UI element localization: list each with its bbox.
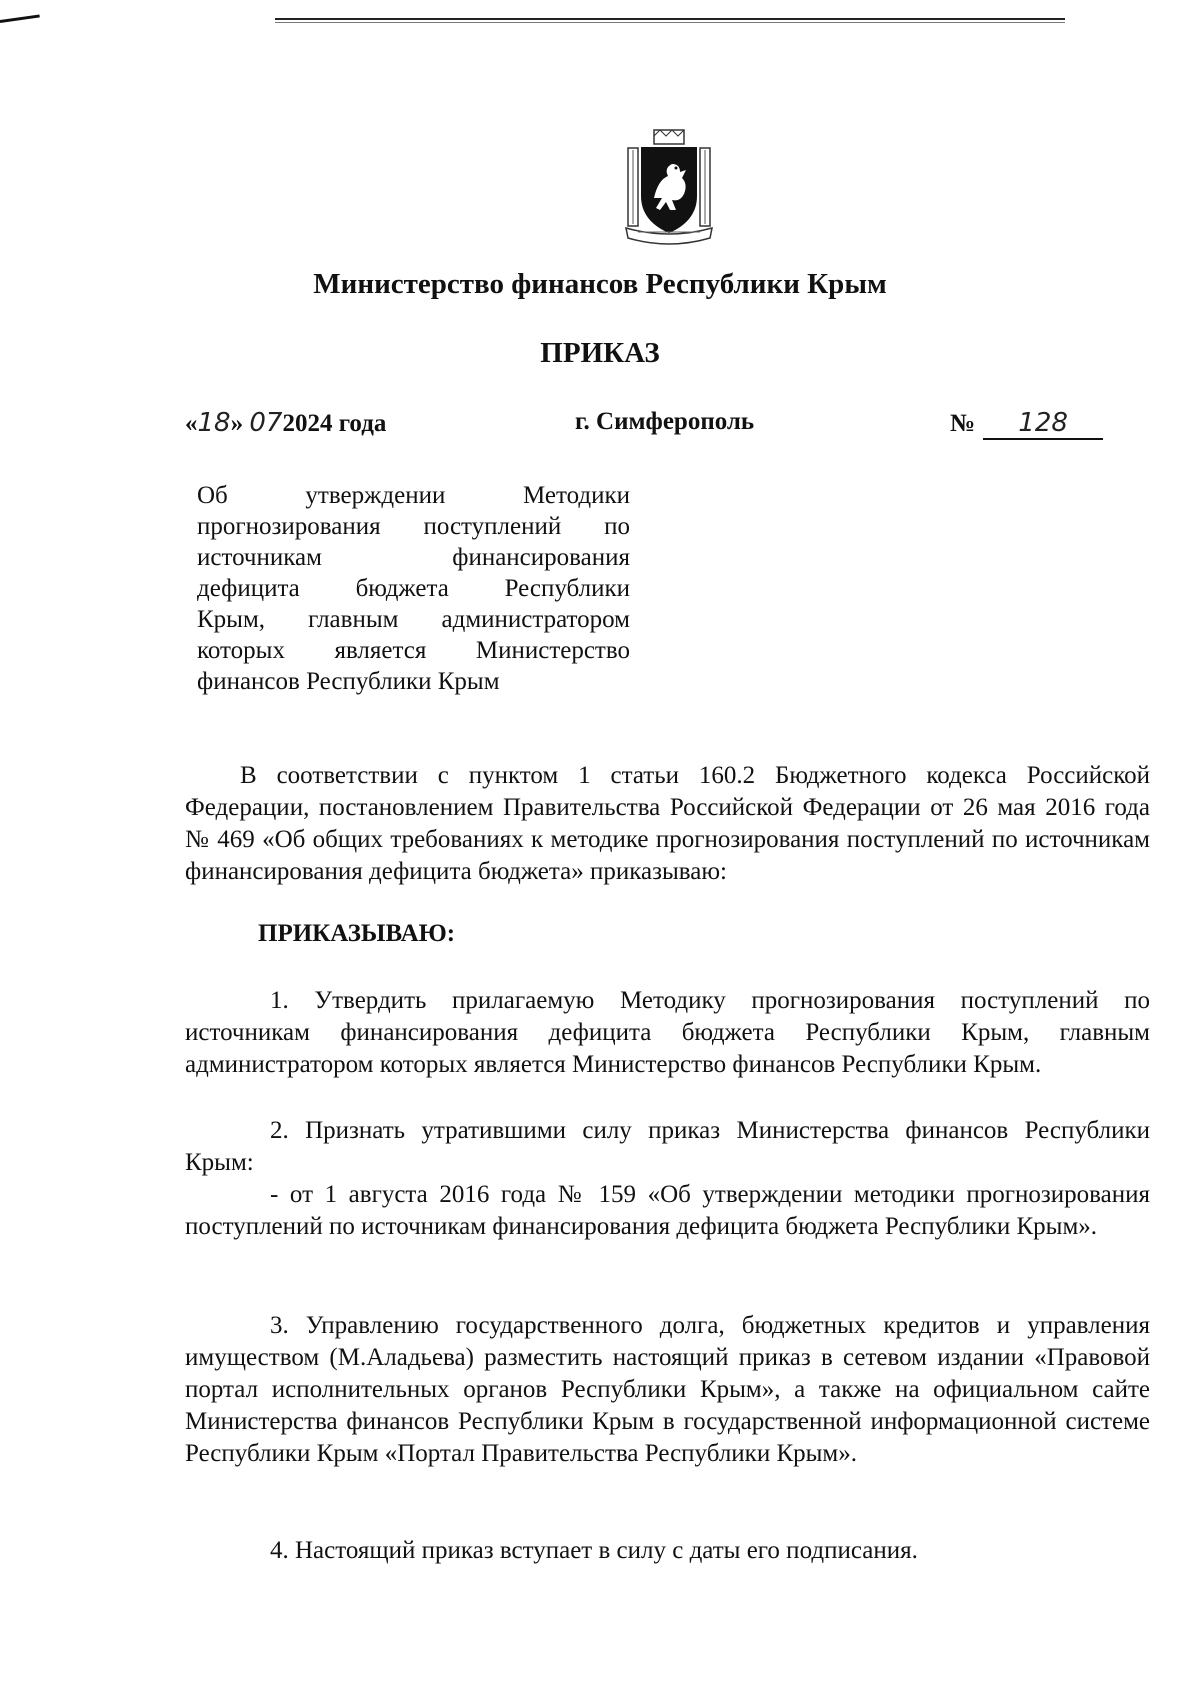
order-subject [197, 480, 630, 697]
crimea-coat-of-arms-icon [624, 128, 714, 248]
number-label: № [950, 410, 976, 437]
subject-line: которых является Министерство [197, 637, 630, 664]
handwritten-day: 18 [197, 408, 231, 438]
date-open-quote: « [185, 410, 198, 437]
subject-line: прогнозирования поступлений по [197, 513, 630, 540]
scan-corner-mark [0, 14, 40, 23]
ministry-title: Министерство финансов Республики Крым [313, 268, 887, 300]
item-4-paragraph: 4. Настоящий приказ вступает в силу с даты его подписания. [270, 1537, 918, 1564]
scan-edge-line [275, 18, 1065, 20]
handwritten-number: 128 [1018, 408, 1068, 438]
subject-line: Крым, главным администратором [197, 606, 630, 633]
item-1-paragraph: 1. Утвердить прилагаемую Методику прогнозирования поступлений по источникам финансирования дефицита бюджета Республики Крым, главным администратором которых является Министерство финансов Республики Крым. [185, 987, 1150, 1078]
order-city: г. Симферополь [575, 408, 755, 435]
subject-line: дефицита бюджета Республики [197, 575, 630, 602]
item-2-sub-paragraph: - от 1 августа 2016 года № 159 «Об утверждении методики прогнозирования поступлений по источникам финансирования дефицита бюджета Республики Крым». [185, 1181, 1150, 1240]
handwritten-month: 07 [249, 408, 283, 438]
date-close-quote: » [230, 410, 244, 437]
subject-line: источникам финансирования [197, 544, 630, 571]
item-3-paragraph: 3. Управлению государственного долга, бюджетных кредитов и управления имуществом (М.Аладьева) разместить настоящий приказ в сетевом издании «Правовой портал исполнительных органов Республики Крым», а также на официальном сайте Министерства финансов Республики Крым в государственной информационной системе Республики Крым «Портал Правительства Республики Крым». [185, 1312, 1150, 1467]
preamble-paragraph: В соответствии с пунктом 1 статьи 160.2 Бюджетного кодекса Российской Федерации, постановлением Правительства Российской Федерации от 26 мая 2016 года № 469 «Об общих требованиях к методике прогнозирования поступлений по источникам финансирования дефицита бюджета» приказываю: [185, 762, 1150, 885]
order-number [950, 408, 1103, 440]
order-heading: ПРИКАЗЫВАЮ: [258, 920, 456, 947]
date-year: 2024 года [282, 410, 387, 437]
subject-line: Об утверждении Методики [197, 482, 630, 509]
subject-line: финансов Республики Крым [197, 668, 500, 695]
order-date [185, 408, 386, 438]
scan-edge-line-thin [275, 22, 1065, 23]
item-2-paragraph: 2. Признать утратившими силу приказ Министерства финансов Республики Крым: [185, 1117, 1150, 1176]
document-type-heading: ПРИКАЗ [540, 337, 660, 369]
